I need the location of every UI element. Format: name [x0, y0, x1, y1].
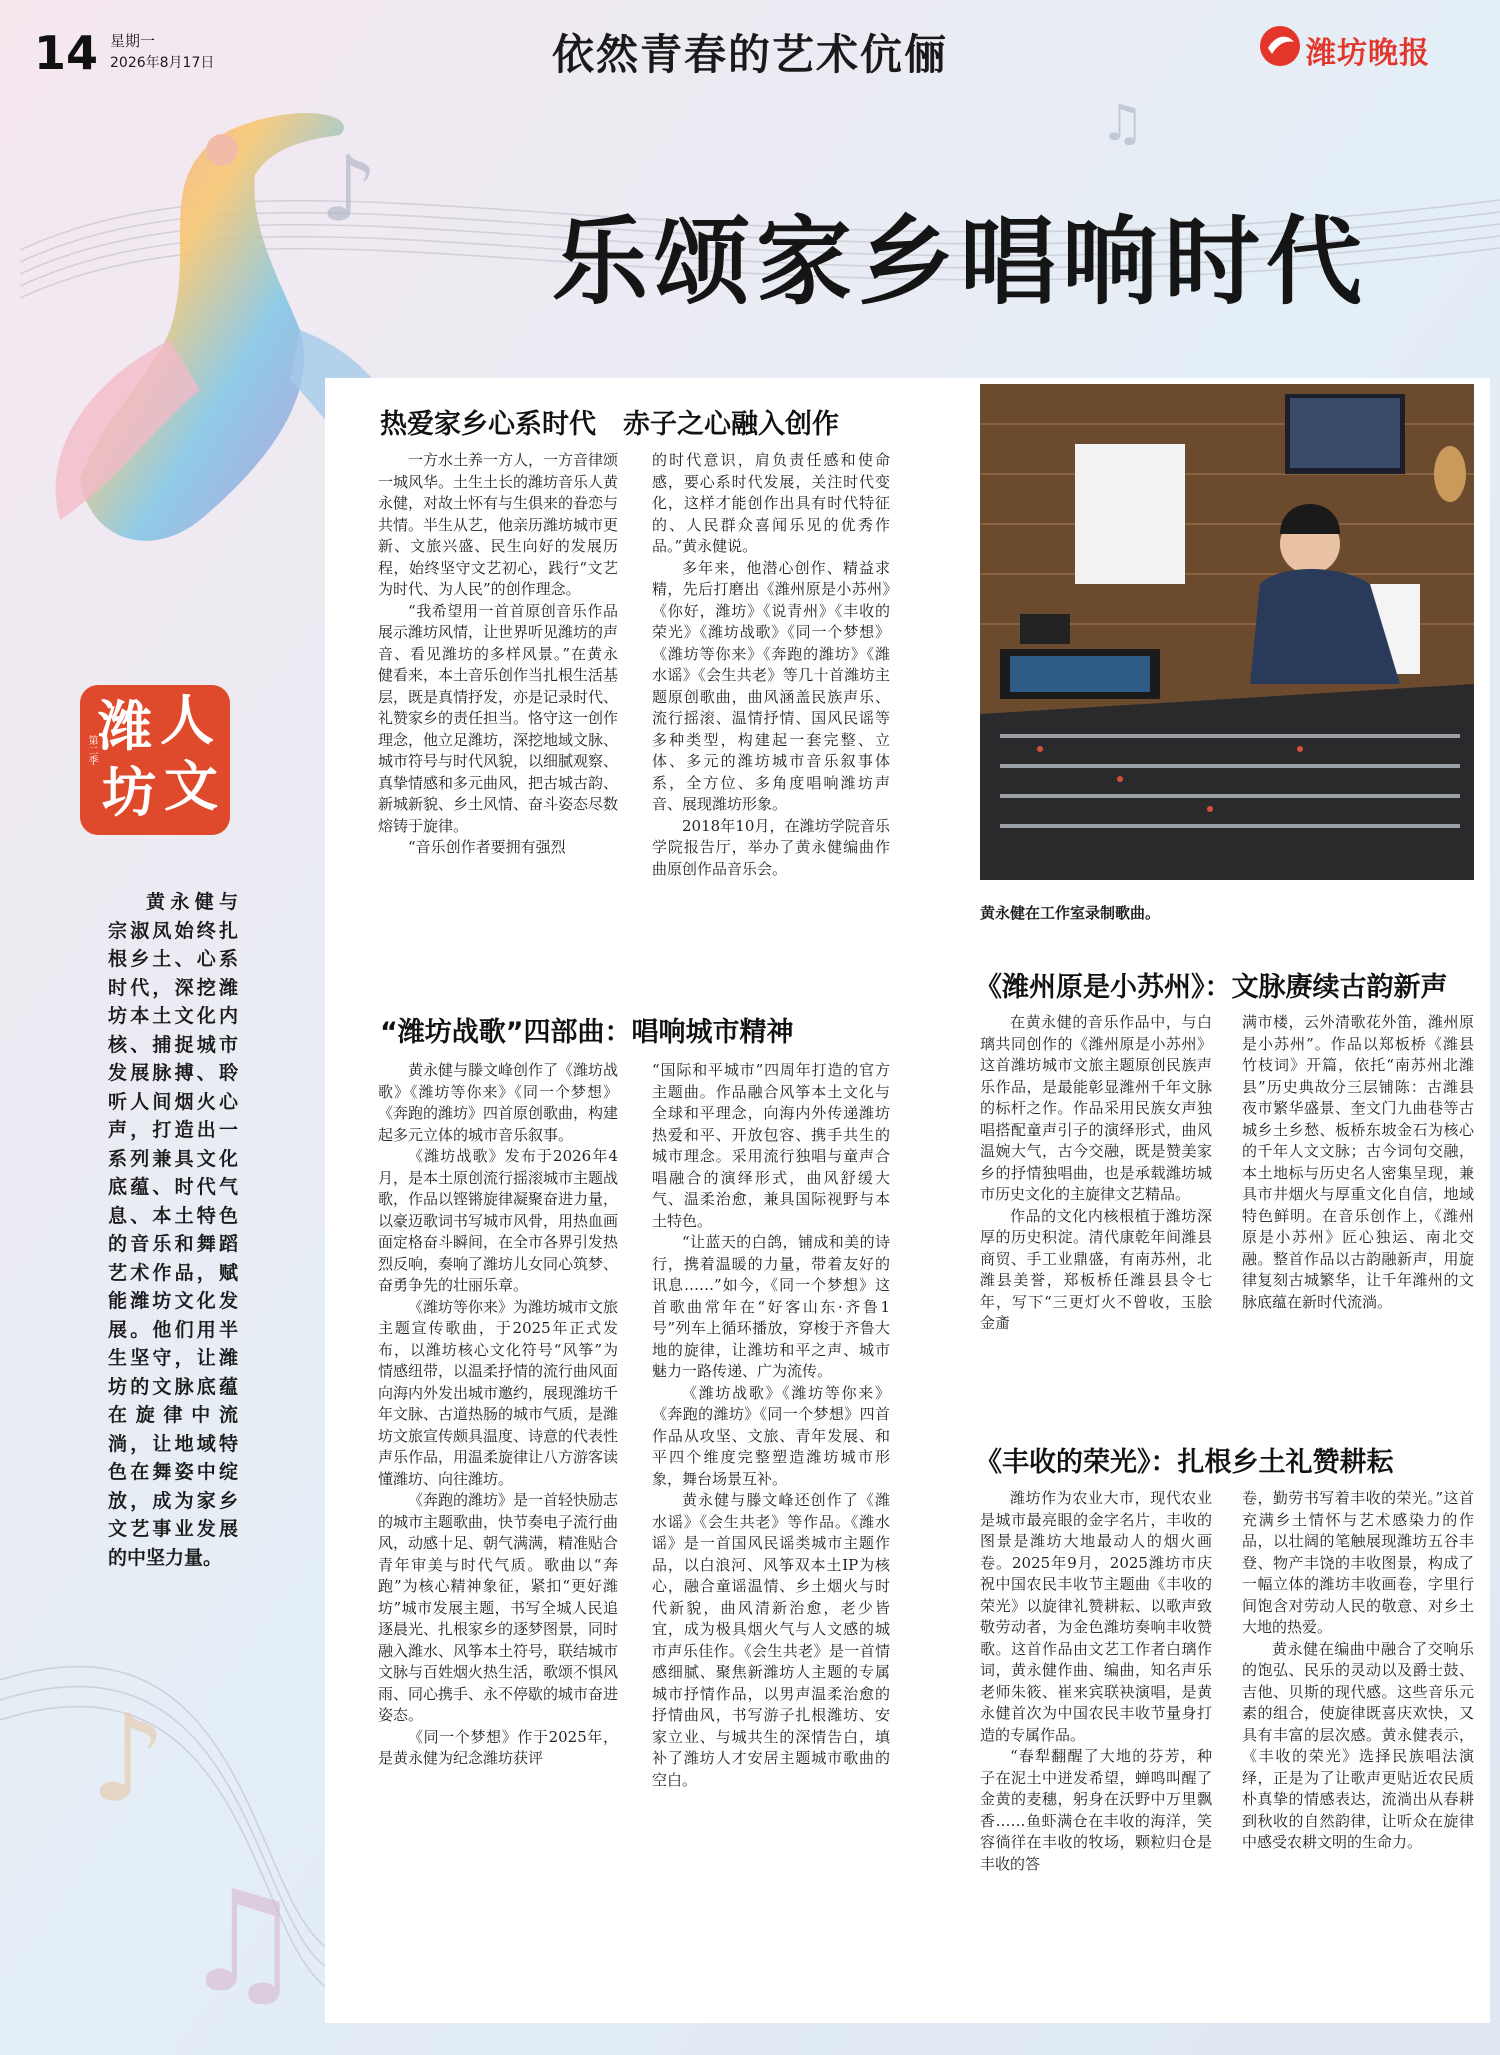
article-column: [1242, 1012, 1474, 1313]
article-column: [1242, 1488, 1474, 1854]
sidebar-summary: 黄永健与宗淑凤始终扎根乡土、心系时代，深挖潍坊本土文化内核、捕捉城市发展脉搏、聆听人间烟火心声，打造出一系列兼具文化底蕴、时代气息、本土特色的音乐和舞蹈艺术作品，赋能潍坊文化发展。他们用半生坚守，让潍坊的文脉底蕴在旋律中流淌，让地域特色在舞姿中绽放，成为家乡文艺事业发展的中坚力量。: [108, 891, 238, 1569]
issue-date: 2026年8月17日: [110, 55, 215, 71]
seal-char: 文: [164, 754, 218, 818]
section-heading: 《潍州原是小苏州》：文脉赓续古韵新声: [975, 972, 1448, 1003]
paragraph: 黄永健在编曲中融合了交响乐的饱弘、民乐的灵动以及爵士鼓、吉他、贝斯的现代感。这些音乐元素的组合，使旋律既喜庆欢快，又具有丰富的层次感。黄永健表示，《丰收的荣光》选择民族唱法演绎，正是为了让歌声更贴近农民质朴真挚的情感表达，流淌出从春耕到秋收的自然韵律，让听众在旋律中感受农耕文明的生命力。: [1242, 1639, 1474, 1851]
seal-season: 第二季: [86, 735, 97, 765]
headline: 乐颂家乡唱响时代: [552, 206, 1368, 318]
article-column: [378, 450, 618, 859]
seal-char: 潍: [98, 694, 152, 758]
paragraph: 黄永健与滕文峰还创作了《潍水谣》《会生共老》等作品。《潍水谣》是一首国风民谣类城市主题作品，以白浪河、风筝双本土IP为核心，融合童谣温情、乡土烟火与时代新貌，曲风清新治愈，老少皆宜，成为极具烟火气与人文感的城市声乐佳作。《会生共老》是一首情感细腻、聚焦新潍坊人主题的专属城市抒情作品，以男声温柔治愈的抒情曲风，书写游子扎根潍坊、安家立业、与城共生的深情告白，填补了潍坊人才安居主题城市歌曲的空白。: [652, 1491, 890, 1789]
paragraph: 2018年10月，在潍坊学院音乐学院报告厅，举办了黄永健编曲作曲原创作品音乐会。: [652, 816, 890, 878]
section-heading: “潍坊战歌”四部曲：唱响城市精神: [380, 1017, 794, 1048]
paragraph: 《潍坊战歌》《潍坊等你来》《奔跑的潍坊》《同一个梦想》四首作品从攻坚、文旅、青年发展、和平四个维度完整塑造潍坊城市形象，舞台场景互补。: [652, 1383, 890, 1488]
svg-text:♪: ♪: [320, 137, 378, 242]
article-column: [980, 1488, 1212, 1875]
paragraph: 《同一个梦想》作于2025年，是黄永健为纪念潍坊获评: [378, 1727, 618, 1767]
paragraph: “音乐创作者要拥有强烈: [408, 838, 566, 856]
article-column: [652, 1060, 890, 1791]
paragraph: 的时代意识，肩负责任感和使命感，要心系时代发展，关注时代变化，这样才能创作出具有时代特征的、人民群众喜闻乐见的优秀作品。”黄永健说。: [652, 451, 890, 555]
paragraph: 满市楼，云外清歌花外笛，潍州原是小苏州”。作品以郑板桥《潍县竹枝词》开篇，依托“南苏州北潍县”历史典故分三层铺陈：古潍县夜市繁华盛景、奎文门九曲巷等古城乡土乡愁、板桥东坡金石为核心的千年人文文脉；古今词句交融，本土地标与历史名人密集呈现，兼具市井烟火与厚重文化自信，地域特色鲜明。在音乐创作上，《潍州原是小苏州》匠心独运、南北交融。整首作品以古韵融新声，用旋律复刻古城繁华，让千年潍州的文脉底蕴在新时代流淌。: [1242, 1013, 1474, 1311]
section-heading: 热爱家乡心系时代 赤子之心融入创作: [380, 409, 839, 440]
paragraph: 作品的文化内核根植于潍坊深厚的历史积淀。清代康乾年间潍县商贸、手工业鼎盛，有南苏州，北潍县美誉，郑板桥任潍县县令七年，写下“三更灯火不曾收，玉脍金齑: [980, 1206, 1212, 1332]
section-title: 依然青春的艺术伉俪: [551, 30, 948, 79]
studio-photo: [980, 384, 1474, 880]
svg-text:♫: ♫: [1100, 94, 1145, 152]
logo-text: 潍坊晚报: [1306, 36, 1430, 71]
paragraph: 黄永健与滕文峰创作了《潍坊战歌》《潍坊等你来》《同一个梦想》《奔跑的潍坊》四首原创歌曲，构建起多元立体的城市音乐叙事。: [378, 1061, 619, 1144]
paragraph: 卷，勤劳书写着丰收的荣光。”这首充满乡土情怀与艺术感染力的作品，以壮阔的笔触展现潍坊五谷丰登、物产丰饶的丰收图景，构成了一幅立体的潍坊丰收画卷，字里行间饱含对劳动人民的敬意、对乡土大地的热爱。: [1242, 1489, 1474, 1636]
newspaper-logo: [1258, 24, 1458, 71]
section-heading: 《丰收的荣光》：扎根乡土礼赞耕耘: [975, 1447, 1394, 1478]
paragraph: 在黄永健的音乐作品中，与白璃共同创作的《潍州原是小苏州》这首潍坊城市文旅主题原创民族声乐作品，是最能彰显潍州千年文脉的标杆之作。作品采用民族女声独唱搭配童声引子的演绎形式，曲风温婉大气，古今交融，既是赞美家乡的抒情独唱曲，也是承载潍坊城市历史文化的主旋律文艺精品。: [980, 1013, 1212, 1203]
paragraph: “我希望用一首首原创音乐作品展示潍坊风情，让世界听见潍坊的声音、看见潍坊的多样风景。”在黄永健看来，本土音乐创作当扎根生活基层，既是真情抒发，亦是记录时代、礼赞家乡的责任担当。恪守这一创作理念，他立足潍坊，深挖地域文脉、城市符号与时代风貌，以细腻观察、真挚情感和多元曲风，把古城古韵、新城新貌、乡土风情、奋斗姿态尽数熔铸于旋律。: [378, 601, 619, 835]
photo-caption: 黄永健在工作室录制歌曲。: [980, 904, 1161, 922]
paragraph: 潍坊作为农业大市，现代农业是城市最亮眼的金字名片，丰收的图景是潍坊大地最动人的烟火画卷。2025年9月，2025潍坊市庆祝中国农民丰收节主题曲《丰收的荣光》以旋律礼赞耕耘、以歌声致敬劳动者，为金色潍坊奏响丰收赞歌。这首作品由文艺工作者白璃作词，黄永健作曲、编曲，知名声乐老师朱筱、崔来宾联袂演唱，是黄永健首次为中国农民丰收节量身打造的专属作品。: [980, 1489, 1212, 1744]
paragraph: 《潍坊战歌》发布于2026年4月，是本土原创流行摇滚城市主题战歌，作品以铿锵旋律凝聚奋进力量，以豪迈歌词书写城市风骨，用热血画面定格奋斗瞬间，在全市各界引发热烈反响，奏响了潍坊儿女同心筑梦、奋勇争先的壮丽乐章。: [378, 1147, 619, 1294]
svg-text:♫: ♫: [180, 1861, 306, 2024]
article-column: [980, 1012, 1212, 1335]
paragraph: “春犁翻醒了大地的芬芳，种子在泥土中迸发希望，蝉鸣叫醒了金黄的麦穗，躬身在沃野中万里飘香……鱼虾满仓在丰收的海洋，笑容徜徉在丰收的牧场，颗粒归仓是丰收的答: [980, 1747, 1212, 1873]
paragraph: “国际和平城市”四周年打造的官方主题曲。作品融合风筝本土文化与全球和平理念，向海内外传递潍坊热爱和平、开放包容、携手共生的城市理念。采用流行独唱与童声合唱融合的演绎形式，曲风舒缓大气、温柔治愈，兼具国际视野与本土特色。: [652, 1061, 890, 1230]
svg-text:♪: ♪: [90, 1690, 167, 1829]
seal-char: 人: [160, 688, 214, 752]
paragraph: 多年来，他潜心创作、精益求精，先后打磨出《潍州原是小苏州》《你好，潍坊》《说青州》《丰收的荣光》《潍坊战歌》《同一个梦想》《潍坊等你来》《奔跑的潍坊》《潍水谣》《会生共老》等几十首潍坊主题原创歌曲，曲风涵盖民族声乐、流行摇滚、温情抒情、国风民谣等多种类型，构建起一套完整、立体、多元的潍坊城市音乐叙事体系，全方位、多角度唱响潍坊声音、展现潍坊形象。: [652, 558, 890, 813]
weekday: 星期一: [110, 32, 156, 50]
seal-char: 坊: [102, 760, 156, 824]
logo-emblem-icon: [1258, 24, 1302, 68]
paragraph: 一方水土养一方人，一方音律颂一城风华。土生土长的潍坊音乐人黄永健，对故土怀有与生俱来的眷恋与共情。半生从艺，他亲历潍坊城市更新、文旅兴盛、民生向好的发展历程，始终坚守文艺初心，践行“文艺为时代、为人民”的创作理念。: [378, 451, 619, 598]
paragraph: “让蓝天的白鸽，铺成和美的诗行，携着温暖的力量，带着友好的讯息……”如今，《同一个梦想》这首歌曲常年在“好客山东·齐鲁1号”列车上循环播放，穿梭于齐鲁大地的旋律，让潍坊和平之声、城市魅力一路传递、广为流传。: [652, 1233, 890, 1380]
page-number: 14: [34, 26, 99, 80]
article-column: [378, 1060, 618, 1770]
article-column: [652, 450, 890, 880]
column-seal: [80, 685, 230, 835]
paragraph: 《潍坊等你来》为潍坊城市文旅主题宣传歌曲，于2025年正式发布，以潍坊核心文化符号“风筝”为情感纽带，以温柔抒情的流行曲风面向海内外发出城市邀约，展现潍坊千年文脉、古道热肠的城市气质，是潍坊文旅宣传颇具温度、诗意的代表性声乐作品，用温柔旋律让八方游客读懂潍坊、向往潍坊。: [378, 1297, 619, 1488]
paragraph: 《奔跑的潍坊》是一首轻快励志的城市主题歌曲，快节奏电子流行曲风，动感十足、朝气满满，精准贴合青年审美与时代气质。歌曲以“奔跑”为核心精神象征，紧扣“更好潍坊”城市发展主题，书写全城人民追逐晨光、扎根家乡的逐梦图景，同时融入潍水、风筝本土符号，联结城市文脉与百姓烟火热生活，歌颂不惧风雨、同心携手、永不停歇的城市奋进姿态。: [378, 1491, 619, 1724]
